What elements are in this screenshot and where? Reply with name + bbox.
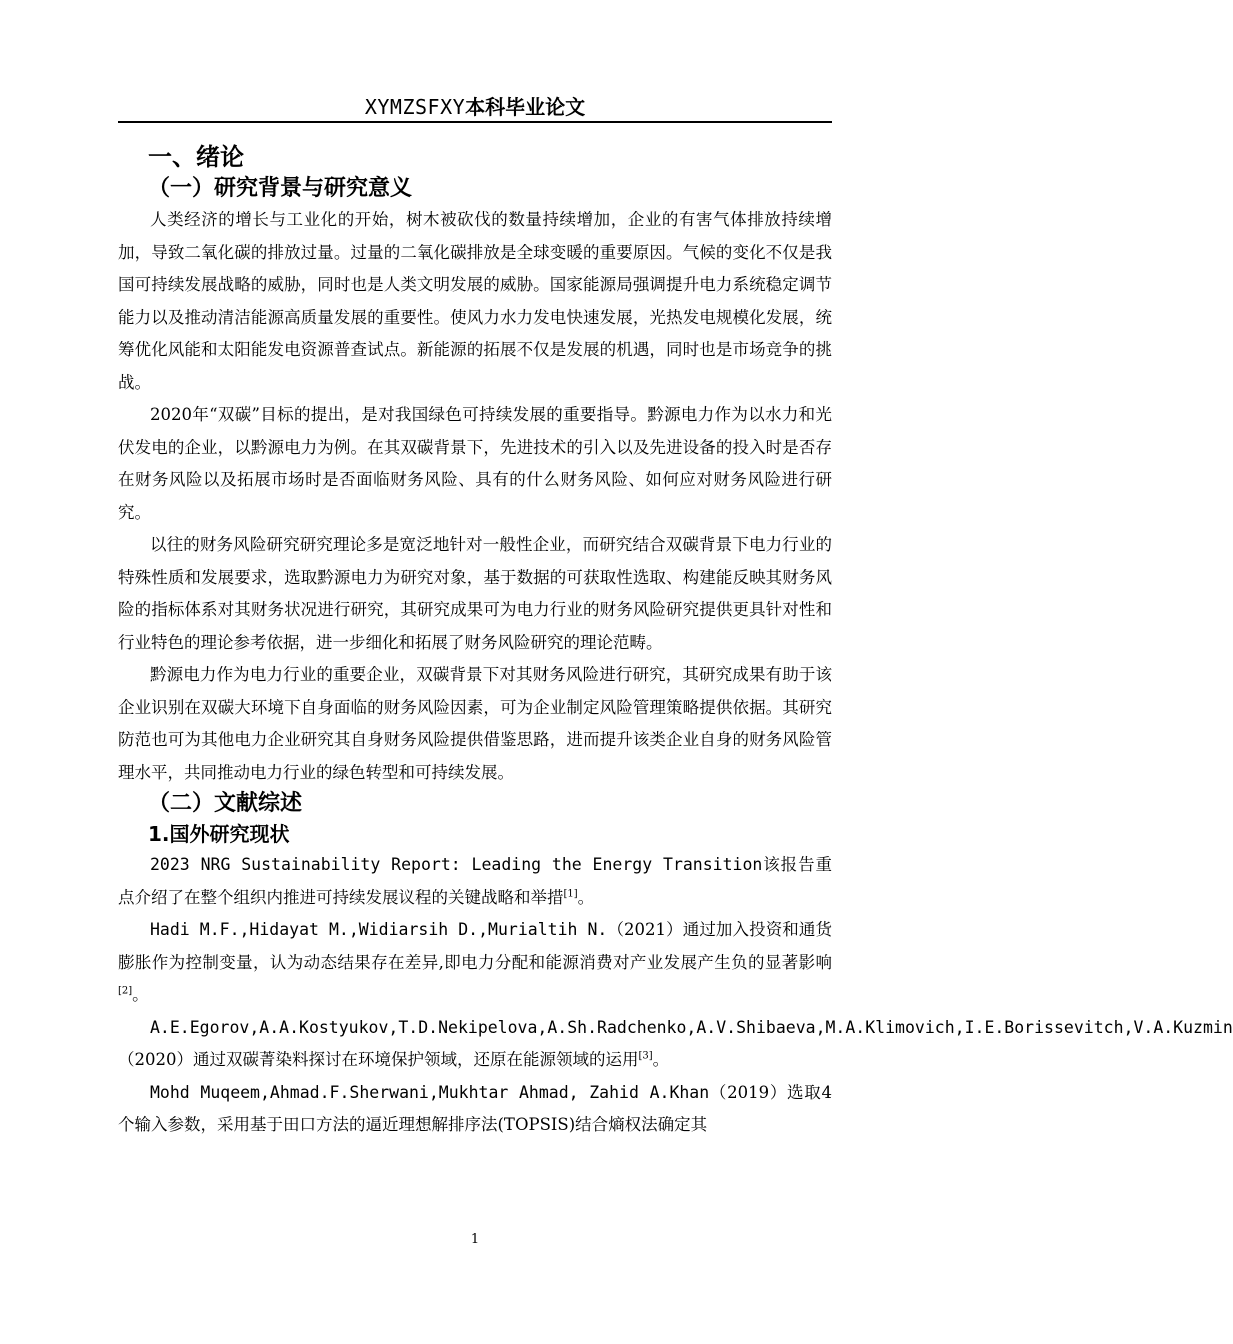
ref-text: （2021）通过加入投资和通货膨胀作为控制变量，认为动态结果存在差异,即电力分配和能源消费对产业发展产生负的显著影响	[118, 920, 832, 972]
section-heading-review: （二）文献综述	[148, 791, 303, 816]
ref-authors: 2023 NRG Sustainability Report: Leading the Energy Transition	[150, 855, 763, 874]
header-rule	[118, 121, 832, 123]
citation-marker: [2]	[118, 985, 133, 997]
ref-authors: Mohd Muqeem,Ahmad.F.Sherwani,Mukhtar Ahmad, Zahid A.Khan	[150, 1082, 710, 1102]
section-heading-background: （一）研究背景与研究意义	[148, 176, 413, 201]
citation-marker: [1]	[563, 888, 578, 899]
ref-text: （2020）通过双碳菁染料探讨在环境保护领域，还原在能源领域的运用	[118, 1050, 639, 1069]
ref-text: （2019）选取4个输入参数，采用基于田口方法的逼近理想解排序法(TOPSIS)结合熵权法确定其	[118, 1082, 832, 1134]
reference-paragraph	[118, 849, 832, 914]
chapter-heading: 一、绪论	[148, 143, 244, 171]
paragraph: 黔源电力作为电力行业的重要企业，双碳背景下对其财务风险进行研究，其研究成果有助于该企业识别在双碳大环境下自身面临的财务风险因素，可为企业制定风险管理策略提供依据。其研究防范也可为其他电力企业研究其自身财务风险提供借鉴思路，进而提升该类企业自身的财务风险管理水平，共同推动电力行业的绿色转型和可持续发展。	[118, 665, 832, 782]
paragraph: 以往的财务风险研究研究理论多是宽泛地针对一般性企业，而研究结合双碳背景下电力行业的特殊性质和发展要求，选取黔源电力为研究对象，基于数据的可获取性选取、构建能反映其财务风险的指标体系对其财务状况进行研究，其研究成果可为电力行业的财务风险研究提供更具针对性和行业特色的理论参考依据，进一步细化和拓展了财务风险研究的理论范畴。	[118, 535, 832, 652]
reference-paragraph	[118, 1012, 1233, 1077]
header-latin-title: XYMZSFXY	[364, 95, 466, 119]
subsection-heading-foreign: 1.国外研究现状	[148, 822, 290, 846]
citation-marker: [3]	[638, 1050, 653, 1062]
ref-end: 。	[132, 985, 149, 1004]
paragraph: 2020年“双碳”目标的提出，是对我国绿色可持续发展的重要指导。黔源电力作为以水力和光伏发电的企业，以黔源电力为例。在其双碳背景下，先进技术的引入以及先进设备的投入时是否存在财务风险以及拓展市场时是否面临财务风险、具有的什么财务风险、如何应对财务风险进行研究。	[118, 405, 832, 522]
ref-authors: Hadi M.F.,Hidayat M.,Widiarsih D.,Murialtih N.	[150, 920, 608, 939]
paragraph: 人类经济的增长与工业化的开始，树木被砍伐的数量持续增加，企业的有害气体排放持续增加，导致二氧化碳的排放过量。过量的二氧化碳排放是全球变暖的重要原因。气候的变化不仅是我国可持续发展战略的威胁，同时也是人类文明发展的威胁。国家能源局强调提升电力系统稳定调节能力以及推动清洁能源高质量发展的重要性。使风力水力发电快速发展，光热发电规模化发展，统筹优化风能和太阳能发电资源普查试点。新能源的拓展不仅是发展的机遇，同时也是市场竞争的挑战。	[118, 210, 832, 392]
ref-end: 。	[652, 1050, 670, 1069]
running-header	[118, 92, 832, 122]
ref-end: 。	[577, 887, 595, 907]
ref-authors: A.E.Egorov,A.A.Kostyukov,T.D.Nekipelova,A.Sh.Radchenko,A.V.Shibaeva,M.A.Klimovich,I.E.Borissevitch,V.A.Kuzmin	[150, 1017, 1233, 1037]
reference-paragraph	[118, 1077, 832, 1142]
reference-paragraph	[118, 914, 832, 1012]
ref-text: 该报告重点介绍了在整个组织内推进可持续发展议程的关键战略和举措	[118, 855, 833, 907]
header-cjk-title: 本科毕业论文	[465, 95, 586, 119]
body-content	[118, 140, 1233, 1142]
page-number: 1	[470, 1232, 480, 1247]
